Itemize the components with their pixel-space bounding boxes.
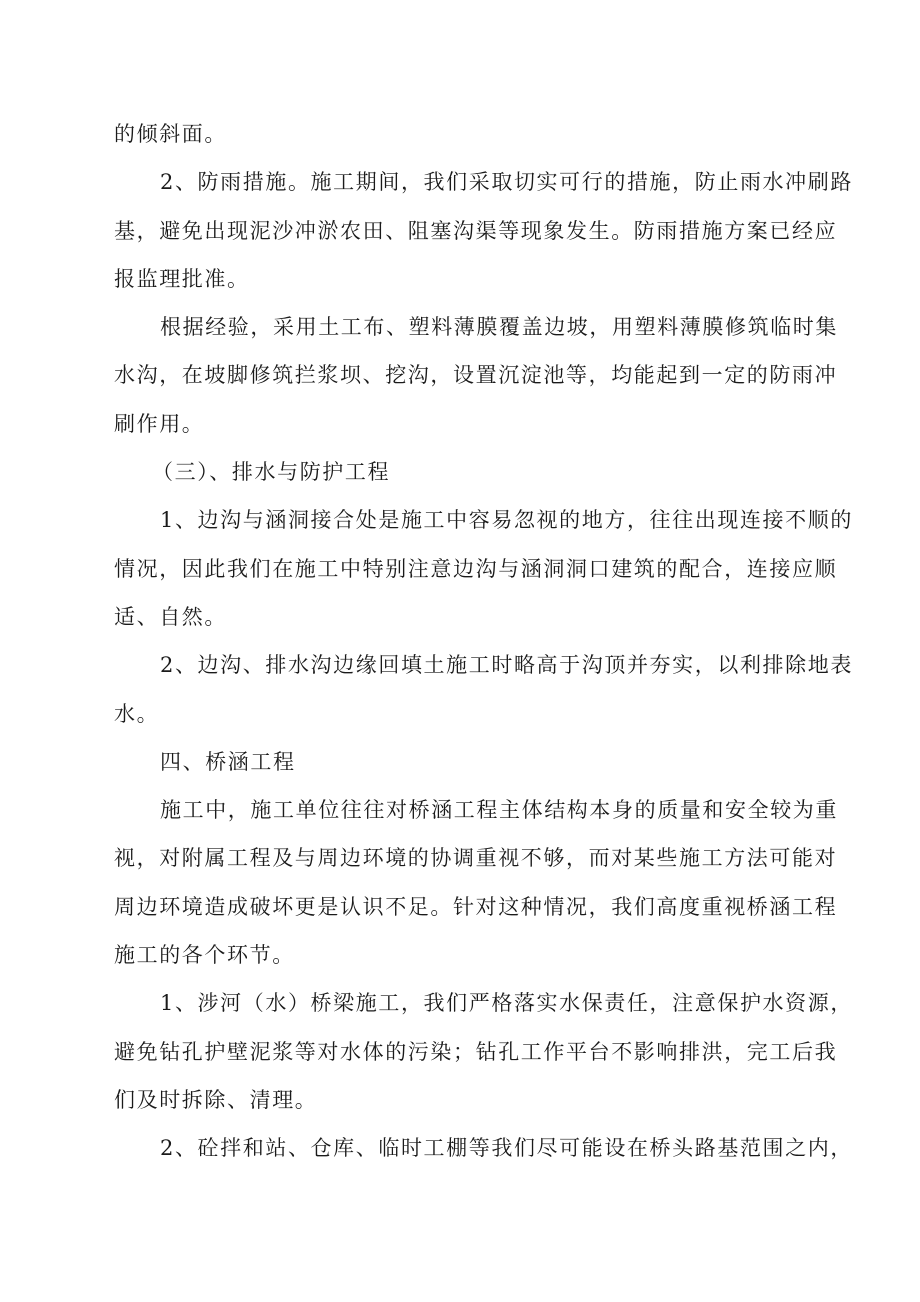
paragraph-construction bbox=[114, 786, 838, 979]
text-line: 基，避免出现泥沙冲淤农田、阻塞沟渠等现象发生。防雨措施方案已经应 bbox=[114, 218, 838, 243]
text-line: 周边环境造成破坏更是认识不足。针对这种情况，我们高度重视桥涵工程 bbox=[114, 894, 838, 919]
paragraph-backfill bbox=[114, 641, 853, 738]
section-heading-bridge bbox=[114, 738, 820, 786]
text-line: 水沟，在坡脚修筑拦浆坝、挖沟，设置沉淀池等，均能起到一定的防雨冲 bbox=[114, 363, 838, 388]
text-line: 刷作用。 bbox=[114, 411, 205, 436]
text-line: 的倾斜面。 bbox=[114, 122, 227, 146]
section-heading: （三）、排水与防护工程 bbox=[152, 460, 391, 485]
text-line: 情况，因此我们在施工中特别注意边沟与涵洞洞口建筑的配合，连接应顺 bbox=[114, 556, 838, 581]
text-line: 1、边沟与涵洞接合处是施工中容易忽视的地方，往往出现连接不顺的 bbox=[160, 508, 853, 533]
text-line: 施工的各个环节。 bbox=[114, 943, 295, 968]
text-line: 2、砼拌和站、仓库、临时工棚等我们尽可能设在桥头路基范围之内， bbox=[160, 1136, 853, 1161]
text-line: 根据经验，采用土工布、塑料薄膜覆盖边坡，用塑料薄膜修筑临时集 bbox=[160, 315, 838, 340]
text-line: 水。 bbox=[114, 701, 160, 726]
paragraph-river-bridge bbox=[114, 979, 853, 1124]
document-body bbox=[114, 110, 853, 1173]
text-line: 视，对附属工程及与周边环境的协调重视不够，而对某些施工方法可能对 bbox=[114, 846, 838, 871]
paragraph-slope-end bbox=[114, 110, 820, 158]
paragraph-rain-measures bbox=[114, 158, 853, 303]
text-line: 报监理批准。 bbox=[114, 266, 250, 291]
text-line: 们及时拆除、清理。 bbox=[114, 1087, 318, 1112]
text-line: 施工中，施工单位往往对桥涵工程主体结构本身的质量和安全较为重 bbox=[160, 798, 838, 823]
paragraph-experience bbox=[114, 303, 838, 448]
paragraph-mixing-station bbox=[114, 1124, 853, 1172]
section-heading-drainage bbox=[114, 448, 820, 496]
text-line: 适、自然。 bbox=[114, 604, 227, 629]
text-line: 2、边沟、排水沟边缘回填土施工时略高于沟顶并夯实，以利排除地表 bbox=[160, 653, 853, 678]
text-line: 避免钻孔护壁泥浆等对水体的污染；钻孔工作平台不影响排洪，完工后我 bbox=[114, 1039, 838, 1064]
paragraph-ditch-culvert bbox=[114, 496, 853, 641]
section-heading: 四、桥涵工程 bbox=[160, 749, 296, 774]
text-line: 1、涉河（水）桥梁施工，我们严格落实水保责任，注意保护水资源， bbox=[160, 991, 853, 1016]
text-line: 2、防雨措施。施工期间，我们采取切实可行的措施，防止雨水冲刷路 bbox=[160, 170, 853, 195]
